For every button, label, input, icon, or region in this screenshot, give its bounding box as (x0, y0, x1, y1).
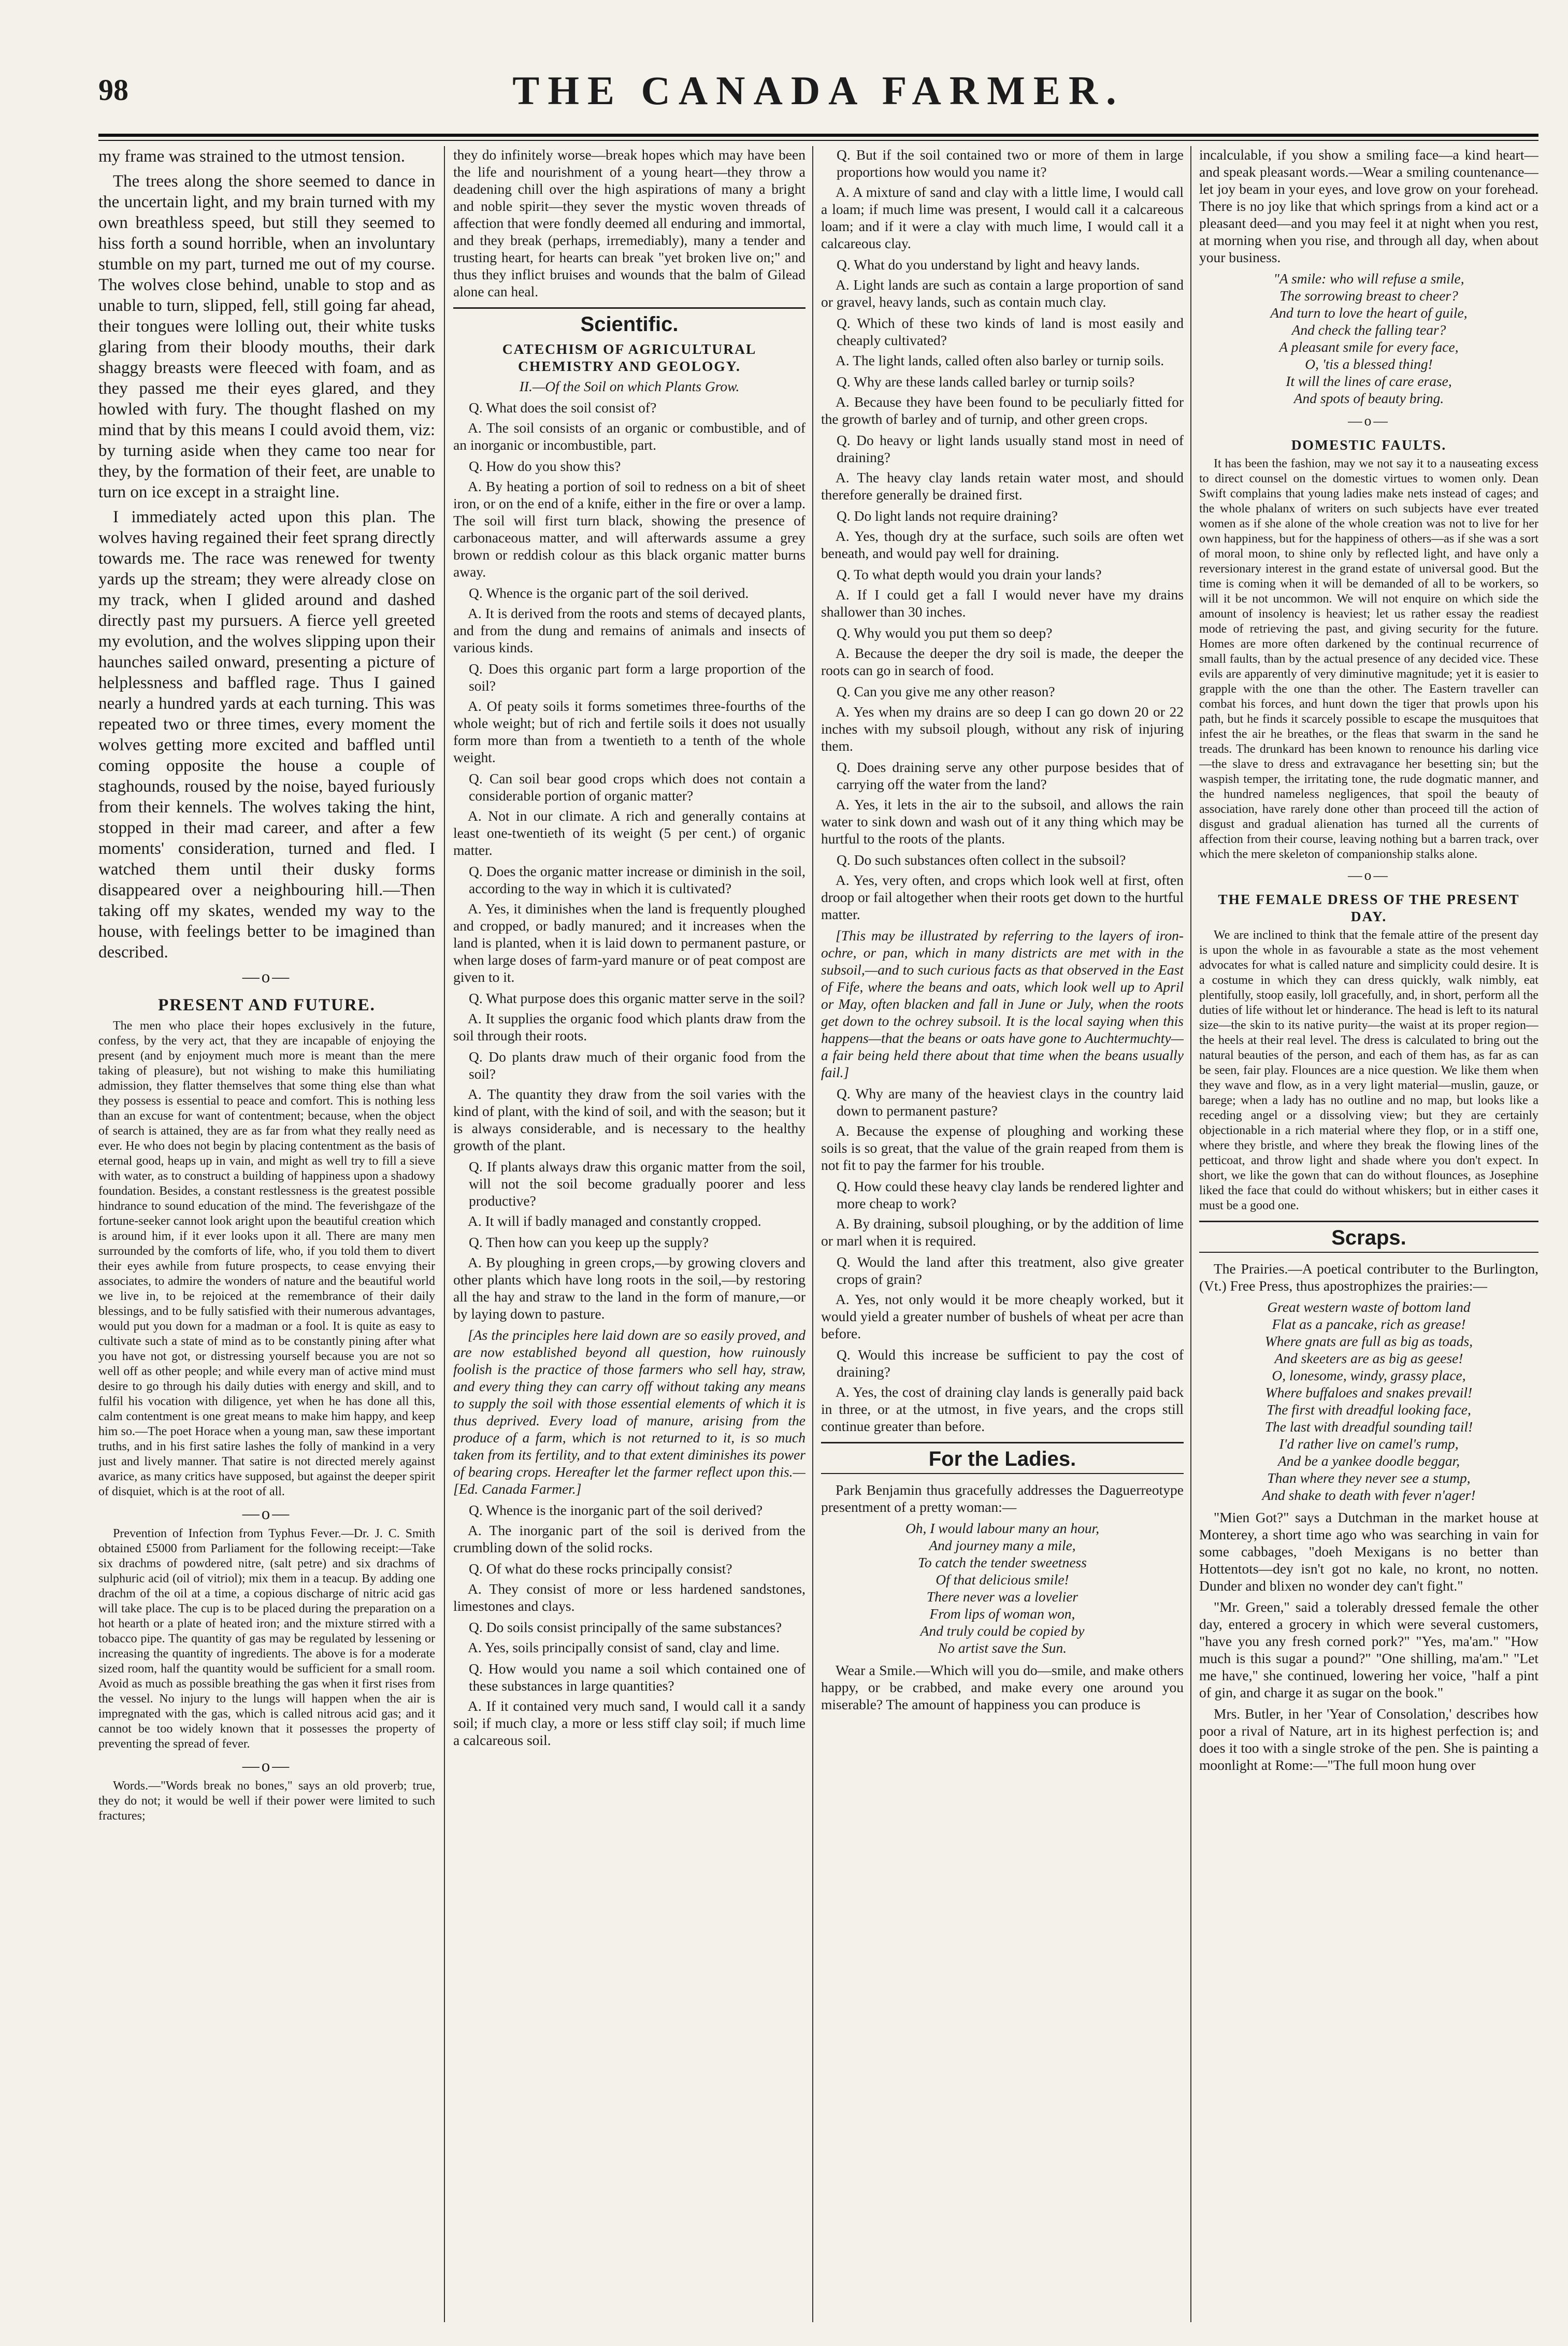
answer: A. Because the expense of ploughing and working these soils is so great, that the value of the grain reaped from them is not fit to pay the farmer for his trouble. (821, 1123, 1184, 1173)
answer: A. It is derived from the roots and stems of decayed plants, and from the dung and remains of animals and insects of various kinds. (453, 605, 805, 655)
paragraph: "Mien Got?" says a Dutchman in the market house at Monterey, a short time ago who was searching in vain for some cabbages, "doeh Mexigans is no better than Hottentots—dey isn't got no kale, no kront, no notten. Dunder and blixen no wonder dey can't fight." (1199, 1509, 1538, 1594)
section-heading: Scientific. (580, 313, 679, 336)
question: Q. How do you show this? (469, 458, 621, 474)
answer: A. Light lands are such as contain a large proportion of sand or gravel, heavy lands, such as contain much clay. (821, 277, 1184, 310)
verse-line: Of that delicious smile! (936, 1571, 1069, 1587)
answer: A. Yes, though dry at the surface, such soils are often wet beneath, and would pay well for draining. (821, 528, 1184, 561)
answer: A. Yes, not only would it be more cheaply worked, but it would yield a greater number of bushels of wheat per acre than before. (821, 1291, 1184, 1341)
column-divider (444, 146, 445, 2322)
paragraph: It has been the fashion, may we not say it to a nauseating excess to direct counsel on the domestic virtues to women only. Dean Swift complains that young ladies make nets instead of cages; and the whole phalanx of writers on such subjects have ever treated women as if she alone of the whole creation was not to live for her own happiness, but for the happiness of others—as if she was a sort of moral moon, to shine only by reflected light, and have only a reversionary interest in the grand estate of universal good. But the time is coming when it will be demanded of all to be workers, so will it be not uncommon. We will not enquire on which side the amount of insolency is heaviest; let us rather essay the readiest mode of retrieving the past, and giving security for the future. Homes are more often darkened by the continual recurrence of small faults, than by the actual presence of any decided vice. These evils are apparently of very diminutive magnitude; yet it is easier to grapple with the one than the other. The Eastern traveller can combat his forces, and hunt down the tiger that prowls upon his path, but he finds it scarcely possible to escape the musquitoes that infest the air he breathes, or the fleas that swarm in the sand he treads. The drunkard has been known to renounce his darling vice—the slave to dress and extravagance her besetting sin; but the waspish temper, the irritating tone, the rude dogmatic manner, and the hundred nameless negligences, that spoil the beauty of association, have rarely done other than proceed till the action of disgust and gradual alienation has turned all the currents of affection from their course, leaving nothing but a barren track, over which the mere skeleton of companionship stalks alone. (1199, 457, 1538, 861)
editor-note: [As the principles here laid down are so easily proved, and are now established beyond all question, how ruinously foolish is the practice of those farmers who sell hay, straw, and every thing they can carry off without taking any means to supply the soil with those essential elements of which it is thus deprived. Every load of manure, arising from the produce of a farm, which is not returned to it, is so much taken from its fertility, and to that extent diminishes its power of bearing crops. Hereafter let the farmer reflect upon this.—[Ed. Canada Farmer.] (453, 1327, 805, 1497)
question: Q. Why are many of the heaviest clays in the country laid down to permanent pasture? (837, 1085, 1184, 1119)
question: Q. Do heavy or light lands usually stand most in need of draining? (837, 432, 1184, 465)
question: Q. Does draining serve any other purpose besides that of carrying off the water from the land? (837, 759, 1184, 792)
verse-line: O, lonesome, windy, grassy place, (1272, 1367, 1466, 1383)
answer: A. The heavy clay lands retain water most, and should therefore generally be drained first. (821, 469, 1184, 503)
page-number: 98 (98, 73, 128, 107)
article-heading: PRESENT AND FUTURE. (158, 996, 376, 1014)
verse-line: There never was a lovelier (926, 1589, 1078, 1605)
editor-note: [This may be illustrated by referring to the layers of iron-ochre, or pan, which in many districts are met with in the subsoil,—and to such curious facts as that observed in the East of Fife, where the beans and oats, which look well up to April or May, often blacken and fall in June or July, when the roots get down to the ochrey subsoil. It is the local saying when this happens—that the beans or oats have gone to Auchtermuchty—a fair being held there about that time when the beans usually fail.] (821, 927, 1184, 1080)
answer: A. The inorganic part of the soil is derived from the crumbling down of the solid rocks. (453, 1522, 805, 1555)
masthead (98, 62, 1538, 135)
catechism-list (453, 1501, 805, 1749)
question: Q. How would you name a soil which contained one of these substances in large quantities? (469, 1661, 805, 1694)
section-rule (821, 1473, 1184, 1474)
answer: A. Yes, the cost of draining clay lands is generally paid back in three, or at the utmost, in five years, and the crops still continue greater than before. (821, 1384, 1184, 1434)
paragraph: The Prairies.—A poetical contributer to the Burlington, (Vt.) Free Press, thus apostrophizes the prairies:— (1199, 1261, 1538, 1294)
verse-line: No artist save the Sun. (938, 1640, 1067, 1656)
verse-line: To catch the tender sweetness (918, 1554, 1087, 1570)
answer: A. It supplies the organic food which plants draw from the soil through their roots. (453, 1010, 805, 1043)
paragraph: We are inclined to think that the female attire of the present day is upon the whole in as favourable a state as the most vehement advocates for what is called nature and simplicity could desire. It is a costume in which they can dress quickly, walk nimbly, eat plentifully, stoop easily, loll gracefully, and, in short, perform all the duties of life without let or hinderance. The head is left to its natural size—the skin to its native purity—the waist at its proper region—the heels at their real level. The dress is calculated to bring out the natural beauties of the person, and each of them has, as far as can be seen, fair play. Flounces are a nice question. We like them when they wave and flow, as in a very light material—muslin, gauze, or barege; when a lady has no outline and no map, but looks like a receding angel or a dissolving view; but they are certainly objectionable in a rich material where they flop, or in a stiff one, where they bristle, and where they break the flowing lines of the petticoat, and throw light and shade where you don't expect. In short, we like the gown that can do without flounces, as Josephine liked the face that could do without whiskers; but in either cases it must be a good one. (1199, 928, 1538, 1212)
catechism-list (821, 146, 1184, 923)
question: Q. Do such substances often collect in the subsoil? (837, 852, 1126, 868)
question: Q. Do light lands not require draining? (837, 508, 1058, 524)
answer: A. If it contained very much sand, I would call it a sandy soil; if much clay, a more or less stiff clay soil; if much lime a calcareous soil. (453, 1698, 805, 1748)
verse-line: And skeeters are as big as geese! (1274, 1350, 1463, 1366)
article-heading: CATECHISM OF AGRICULTURAL CHEMISTRY AND GEOLOGY. (502, 341, 757, 374)
verse-line: From lips of woman won, (929, 1606, 1075, 1622)
paragraph: Mrs. Butler, in her 'Year of Consolation,' describes how poor a rival of Nature, art in its highest perfection is; and does it too with a single stroke of the pen. She is painting a moonlight at Rome:—"The full moon hung over (1199, 1706, 1538, 1773)
question: Q. Does the organic matter increase or diminish in the soil, according to the way in which it is cultivated? (469, 863, 805, 896)
question: Q. Of what do these rocks principally consist? (469, 1561, 732, 1577)
question: Q. Then how can you keep up the supply? (469, 1234, 709, 1250)
column-1 (98, 146, 435, 2322)
answer: A. The soil consists of an organic or combustible, and of an inorganic or incombustible, part. (453, 420, 805, 453)
paragraph: I immediately acted upon this plan. The wolves having regained their feet sprang directly towards me. The race was renewed for twenty yards up the stream; they were already close on my track, when I glided around and dashed directly past my pursuers. A fierce yell greeted my evolution, and the wolves slipping upon their haunches sailed onward, presenting a picture of helplessness and baffled rage. Thus I gained nearly a hundred yards at each turning. This was repeated two or three times, every moment the wolves getting more excited and baffled until coming opposite the house a couple of staghounds, roused by the noise, bayed furiously from their kennels. The wolves taking the hint, stopped in their mad career, and after a few moments' consideration, turned and fled. I watched them until their dusky forms disappeared over a neighbouring hill.—Then taking off my skates, wended my way to the house, with feelings better to be imagined than described. (98, 508, 435, 962)
verse-line: And journey many a mile, (929, 1537, 1076, 1553)
question: Q. Whence is the inorganic part of the soil derived? (469, 1502, 763, 1518)
paragraph: The men who place their hopes exclusively in the future, confess, by the very act, that they are incapable of enjoying the present (and by enjoyment much more is meant than the mere taking of pleasure), but not wishing to make this humiliating admission, they flatter themselves that some thing else than what they possess is essential to peace and comfort. This is nothing less than an excuse for want of contentment; because, when the object of search is attained, they are as far from what they really need as ever. He who does not begin by placing contentment as the basis of eternal good, heaps up in vain, and might as well try to fill a sieve with water, as to construct a building of happiness upon a shadowy foundation. Besides, a constant restlessness is the greatest possible hindrance to sound education of the mind. The feverishgaze of the fortune-seeker cannot look aright upon the beautiful creation which is around him, if it ever looks upon it all. There are many men surrounded by the comforts of life, who, if you told them to divert their eyes awhile from future prospects, to cease envying their associates, to admire the wonders of nature and the beautiful world we live in, to be rejoiced at the remembrance of their daily blessings, and to be fully satisfied with their numerous advantages, would put you down for a madman or a fool. It is quite as easy to cultivate such a state of mind as to be constantly pining after what you have not got, or distressing yourself because you are not so well off as other people; and while every man of active mind must desire to go through his daily duties with energy and skill, and to fulfil his vocation with diligence, yet when he has done all this, calm contentment is one great means to make him happy, and keep him so.—The poet Horace when a young man, saw these important truths, and in his first satire lashes the folly of mankind in a very just and lively manner. That satire is not directed merely against avarice, as many critics have supposed, but against the deeper spirit of disquiet, which is at the root of all. (98, 1019, 435, 1498)
paragraph: my frame was strained to the utmost tension. (98, 147, 406, 166)
column-3 (821, 146, 1184, 2322)
article-subheading: II.—Of the Soil on which Plants Grow. (519, 378, 740, 394)
separator: —o— (1348, 867, 1390, 883)
question: Q. What do you understand by light and heavy lands. (837, 256, 1140, 273)
verse-line: Where buffaloes and snakes prevail! (1265, 1384, 1473, 1400)
catechism-list (453, 399, 805, 1322)
verse-line: And spots of beauty bring. (1293, 390, 1444, 406)
verse-line: Flat as a pancake, rich as grease! (1272, 1316, 1466, 1332)
answer: A. Because the deeper the dry soil is made, the deeper the roots can go in search of food. (821, 645, 1184, 678)
question: Q. If plants always draw this organic matter from the soil, will not the soil become gradually poorer and less productive? (469, 1158, 805, 1209)
question: Q. Why are these lands called barley or turnip soils? (837, 374, 1135, 390)
verse-line: It will the lines of care erase, (1286, 373, 1452, 389)
paragraph: Prevention of Infection from Typhus Fever.—Dr. J. C. Smith obtained £5000 from Parliament for the following receipt:—Take six drachms of powdered nitre, (salt petre) and six drachms of sulphuric acid (oil of vitriol); mix them in a teacup. By adding one drachm of the oil at a time, a copious discharge of nitric acid gas will take place. The cup is to be placed during the preparation on a hot hearth or a plate of heated iron; and the mixture stirred with a tobacco pipe. The quantity of gas may be regulated by lessening or increasing the quantity of ingredients. The above is for a moderate sized room, half the quantity would be sufficient for a small room. Avoid as much as possible breathing the gas when it first rises from the vessel. No injury to the lungs will happen when the air is impregnated with the gas, which is called nitrous acid gas; and it cannot be too widely known that it possesses the property of preventing the spread of fever. (98, 1527, 435, 1751)
answer: A. They consist of more or less hardened sandstones, limestones and clays. (453, 1581, 805, 1614)
verse-line: Great western waste of bottom land (1267, 1299, 1471, 1315)
masthead-rule-thin (98, 140, 1538, 141)
poem (1199, 270, 1538, 407)
answer: A. By ploughing in green crops,—by growing clovers and other plants which have long roots in the soil,—by restoring all the hay and straw to the land in the form of manure,—or by laying down to pasture. (453, 1254, 805, 1322)
catechism-list (821, 1085, 1184, 1435)
question: Q. Can soil bear good crops which does not contain a considerable portion of organic matter? (469, 770, 805, 804)
answer: A. If I could get a fall I would never have my drains shallower than 30 inches. (821, 586, 1184, 620)
question: Q. Do plants draw much of their organic food from the soil? (469, 1049, 805, 1082)
answer: A. Yes, soils principally consist of sand, clay and lime. (468, 1639, 780, 1655)
verse-line: Oh, I would labour many an hour, (905, 1520, 1100, 1536)
column-divider (812, 146, 813, 2322)
answer: A. By heating a portion of soil to redness on a bit of sheet iron, or on the end of a knife, either in the fire or over a lamp. The soil will first turn black, showing the presence of carbonaceous matter, and will afterwards assume a grey brown or reddish colour as this black organic matter burns away. (453, 478, 805, 580)
verse-line: Where gnats are full as big as toads, (1264, 1333, 1473, 1349)
verse-line: And check the falling tear? (1291, 322, 1446, 338)
answer: A. Of peaty soils it forms sometimes three-fourths of the whole weight; but of rich and fertile soils it does not usually form more than from a twentieth to a tenth of the whole weight. (453, 698, 805, 765)
section-rule (453, 307, 805, 309)
question: Q. Which of these two kinds of land is most easily and cheaply cultivated? (837, 315, 1184, 348)
verse-line: O, 'tis a blessed thing! (1305, 356, 1433, 372)
question: Q. But if the soil contained two or more of them in large proportions how would you name it? (837, 147, 1184, 180)
section-rule (1199, 1221, 1538, 1222)
answer: A. It will if badly managed and constantly cropped. (468, 1213, 761, 1229)
answer: A. Yes, it diminishes when the land is frequently ploughed and cropped, or badly manured; and it increases when the land is planted, when it is laid down to permanent pasture, or when large doses of farm-yard manure or of peat compost are given to it. (453, 900, 805, 985)
question: Q. Why would you put them so deep? (837, 625, 1053, 641)
answer: A. Yes, it lets in the air to the subsoil, and allows the rain water to sink down and wash out of it any thing which may be hurtful to the roots of the plants. (821, 796, 1184, 847)
question: Q. Would the land after this treatment, also give greater crops of grain? (837, 1254, 1184, 1287)
paragraph: incalculable, if you show a smiling face—a kind heart—and speak pleasant words.—Wear a smiling countenance—let joy beam in your eyes, and love grow on your forehead. There is no joy like that which springs from a kind act or a pleasant deed—and you may feel it at night when you rest, at morning when you rise, and through all day, when about your business. (1199, 147, 1538, 265)
question: Q. Whence is the organic part of the soil derived. (469, 585, 749, 601)
paragraph: Park Benjamin thus gracefully addresses the Daguerreotype presentment of a pretty woman:— (821, 1482, 1184, 1515)
question: Q. Do soils consist principally of the same substances? (469, 1619, 782, 1635)
separator: —o— (242, 968, 292, 986)
question: Q. To what depth would you drain your lands? (837, 566, 1102, 582)
article-heading: THE FEMALE DRESS OF THE PRESENT DAY. (1218, 891, 1520, 924)
verse-line: The last with dreadful sounding tail! (1264, 1419, 1473, 1435)
question: Q. What purpose does this organic matter serve in the soil? (469, 990, 805, 1006)
question: Q. Can you give me any other reason? (837, 683, 1055, 699)
paragraph: Wear a Smile.—Which will you do—smile, and make others happy, or be crabbed, and make every one around you miserable? The amount of happiness you can produce is (821, 1662, 1184, 1712)
verse-line: And be a yankee doodle beggar, (1277, 1453, 1460, 1469)
section-heading: Scraps. (1331, 1226, 1406, 1249)
verse-line: The sorrowing breast to cheer? (1279, 288, 1458, 304)
column-divider (1190, 146, 1191, 2322)
verse-line: Than where they never see a stump, (1267, 1470, 1471, 1486)
masthead-rule (98, 134, 1538, 137)
paragraph: The trees along the shore seemed to dance in the uncertain light, and my brain turned with my own breathless speed, but still they seemed to hiss forth a sound horrible, when an involuntary stumble on my part, turned me out of my course. The wolves close behind, unable to stop and as unable to turn, slipped, fell, still going far ahead, their tongues were lolling out, their white tusks glaring from their bloody mouths, their dark shaggy breasts were fleeced with foam, and as they passed me their eyes glared, and they howled with fury. The thought flashed on my mind that by this means I could avoid them, viz: by turning aside when they came too near for they, by the formation of their feet, are unable to turn on ice except in a straight line. (98, 172, 435, 502)
article-heading: DOMESTIC FAULTS. (1291, 437, 1447, 453)
answer: A. Yes when my drains are so deep I can go down 20 or 22 inches with my subsoil plough, without any risk of injuring them. (821, 704, 1184, 754)
paragraph: they do infinitely worse—break hopes which may have been the life and nourishment of a young heart—they throw a deadening chill over the high aspirations of many a bright and noble spirit—they sever the mystic woven threads of affection that were fondly deemed all enduring and immortal, and they break (perhaps, irremediably), many a tender and trusting heart, for hearts can break "yet broken live on;" and thus they inflict bruises and wounds that the balm of Gilead alone can heal. (453, 147, 805, 299)
answer: A. Yes, very often, and crops which look well at first, often droop or fail altogether when their roots get down to the hurtful matter. (821, 872, 1184, 922)
verse-line: I'd rather live on camel's rump, (1279, 1436, 1459, 1452)
answer: A. Because they have been found to be peculiarly fitted for the growth of barley and of turnip, and other green crops. (821, 394, 1184, 427)
verse-line: And turn to love the heart of guile, (1270, 305, 1468, 321)
question: Q. How could these heavy clay lands be rendered lighter and more cheap to work? (837, 1178, 1184, 1211)
newspaper-title: THE CANADA FARMER. (512, 68, 1125, 113)
poem (1199, 1298, 1538, 1504)
answer: A. By draining, subsoil ploughing, or by the addition of lime or marl when it is required. (821, 1215, 1184, 1249)
poem (821, 1520, 1184, 1656)
separator: —o— (1348, 412, 1390, 428)
separator: —o— (242, 1505, 292, 1523)
separator: —o— (242, 1757, 292, 1776)
answer: A. The quantity they draw from the soil varies with the kind of plant, with the kind of soil, and with the season; but it is always considerable, and is necessary to the healthy growth of the plant. (453, 1086, 805, 1153)
section-rule (1199, 1252, 1538, 1253)
answer: A. Not in our climate. A rich and generally contains at least one-twentieth of its weight (5 per cent.) of organic matter. (453, 808, 805, 858)
answer: A. The light lands, called often also barley or turnip soils. (836, 352, 1164, 368)
question: Q. Does this organic part form a large proportion of the soil? (469, 661, 805, 694)
answer: A. A mixture of sand and clay with a little lime, I would call a loam; if much lime was present, I would call it a calcareous loam; and if it were a clay with much lime, I would call it a calcareous clay. (821, 184, 1184, 251)
verse-line: "A smile: who will refuse a smile, (1273, 270, 1464, 287)
section-rule (821, 1442, 1184, 1443)
verse-line: And shake to death with fever n'ager! (1262, 1487, 1476, 1503)
question: Q. Would this increase be sufficient to pay the cost of draining? (837, 1347, 1184, 1380)
question: Q. What does the soil consist of? (469, 399, 657, 416)
verse-line: And truly could be copied by (920, 1623, 1085, 1639)
section-heading: For the Ladies. (928, 1448, 1076, 1470)
verse-line: A pleasant smile for every face, (1279, 339, 1459, 355)
paragraph: "Mr. Green," said a tolerably dressed female the other day, entered a grocery in which were several customers, "have you any fresh corned pork?" "Yes, ma'am." "How much is this sugar a pound?" "One shilling, ma'am." "Let me have," she continued, lowering her voice, "half a pint of gin, and charge it as sugar on the book." (1199, 1599, 1538, 1700)
column-2 (453, 146, 805, 2322)
verse-line: The first with dreadful looking face, (1267, 1401, 1471, 1418)
column-4 (1199, 146, 1538, 2322)
paragraph: Words.—"Words break no bones," says an old proverb; true, they do not; it would be well if their power were limited to such fractures; (98, 1779, 435, 1823)
